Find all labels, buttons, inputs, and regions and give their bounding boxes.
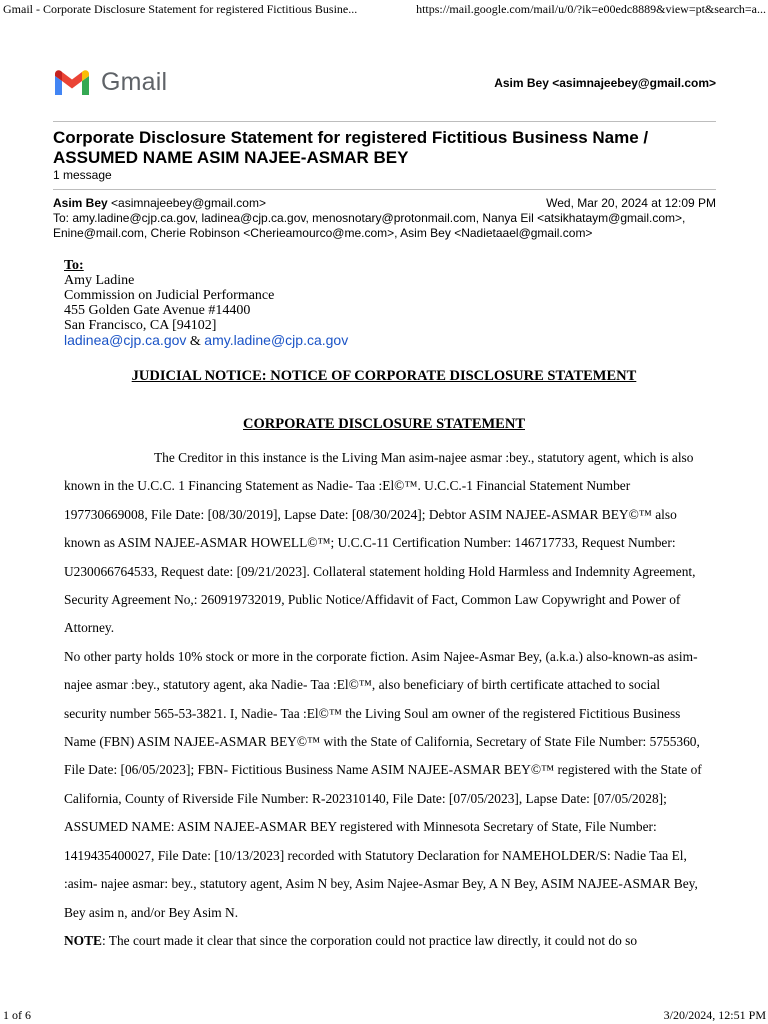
print-header-title: Gmail - Corporate Disclosure Statement for registered Fictitious Busine... — [3, 2, 358, 16]
section-title: CORPORATE DISCLOSURE STATEMENT — [243, 416, 525, 432]
print-header — [0, 2, 768, 18]
divider — [53, 189, 716, 190]
account-label: Asim Bey <asimnajeebey@gmail.com> — [494, 76, 716, 90]
recipients-line-2: Enine@mail.com, Cherie Robinson <Cherieamourco@me.com>, Asim Bey <Nadietaael@gmail.com> — [53, 226, 593, 240]
letter-address-block — [64, 258, 704, 349]
print-timestamp: 3/20/2024, 12:51 PM — [663, 1008, 766, 1022]
note-text: : The court made it clear that since the corporation could not practice law directly, it could not do so — [101, 932, 638, 948]
sender-name: Asim Bey — [53, 196, 108, 210]
email-link-ladinea[interactable]: ladinea@cjp.ca.gov — [64, 332, 187, 348]
paragraph-note — [64, 927, 704, 955]
address-org: Commission on Judicial Performance — [64, 288, 275, 303]
ampersand: & — [186, 334, 205, 349]
letter-body — [64, 444, 704, 955]
to-label: To: — [64, 258, 84, 273]
paragraph-ownership: No other party holds 10% stock or more in the corporate fiction. Asim Najee-Asmar Bey, (a.k.a.) also-known-as asim-najee asmar :bey., statutory agent, aka Nadie- Taa :El©™, also beneficiary of birth certificate attached to social security number 565-53-3821. I, Nadie- Taa :El©™ the Living Soul am owner of the registered Fictitious Business Name (FBN) ASIM NAJEE-ASMAR BEY©™ with the State of California, Secretary of State File Number: 5755360, File Date: [06/05/2023]; FBN- Fictitious Business Name ASIM NAJEE-ASMAR BEY©™ registered with the State of California, County of Riverside File Number: R-202310140, File Date: [07/05/2023], Lapse Date: [07/05/2028]; ASSUMED NAME: ASIM NAJEE-ASMAR BEY registered with Minnesota Secretary of State, File Number: 1419435400027, File Date: [10/13/2023] recorded with Statutory Declaration for NAMEHOLDER/S: Nadie Taa El, :asim- najee asmar: bey., statutory agent, Asim N bey, Asim Najee-Asmar Bey, A N Bey, ASIM NAJEE-ASMAR Bey, Bey asim n, and/or Bey Asim N. — [64, 648, 702, 920]
gmail-wordmark: Gmail — [101, 68, 168, 96]
notice-title: JUDICIAL NOTICE: NOTICE OF CORPORATE DISCLOSURE STATEMENT — [131, 368, 637, 384]
divider — [53, 121, 716, 122]
address-city: San Francisco, CA [94102] — [64, 318, 217, 333]
note-label: NOTE — [64, 932, 102, 948]
address-street: 455 Golden Gate Avenue #14400 — [64, 303, 251, 318]
page-count: 1 of 6 — [3, 1008, 31, 1022]
recipients-line-1: To: amy.ladine@cjp.ca.gov, ladinea@cjp.ca.gov, menosnotary@protonmail.com, Nanya Eil <atsikhataym@gmail.com>, — [53, 211, 686, 225]
address-name: Amy Ladine — [64, 273, 135, 288]
email-link-amy-ladine[interactable]: amy.ladine@cjp.ca.gov — [204, 332, 349, 348]
paragraph-creditor: The Creditor in this instance is the Living Man asim-najee asmar :bey., statutory agent, which is also known in the U.C.C. 1 Financing Statement as Nadie- Taa :El©™. U.C.C.-1 Financial Statement Number 197730669008, File Date: [08/30/2019], Lapse Date: [08/30/2024]; Debtor ASIM NAJEE-ASMAR BEY©™ also known as ASIM NAJEE-ASMAR HOWELL©™; U.C.C-11 Certification Number: 146717733, Request Number: U230066764533, Request date: [09/21/2023]. Collateral statement holding Hold Harmless and Indemnity Agreement, Security Agreement No,: 260919732019, Public Notice/Affidavit of Fact, Common Law Copywright and Power of Attorney. — [64, 450, 696, 636]
email-links — [64, 333, 704, 349]
gmail-logo-icon — [53, 69, 91, 97]
print-header-url: https://mail.google.com/mail/u/0/?ik=e00edc8889&view=pt&search=a... — [416, 2, 766, 16]
email-subject: Corporate Disclosure Statement for registered Fictitious Business Name / ASSUMED NAME ASIM NAJEE-ASMAR BEY — [53, 128, 649, 167]
sender-email: <asimnajeebey@gmail.com> — [111, 196, 266, 210]
message-date: Wed, Mar 20, 2024 at 12:09 PM — [546, 196, 716, 210]
header-bar — [53, 66, 716, 102]
message-header — [53, 196, 716, 241]
from-line — [53, 196, 716, 211]
message-count: 1 message — [53, 168, 112, 182]
print-footer — [0, 1008, 768, 1024]
